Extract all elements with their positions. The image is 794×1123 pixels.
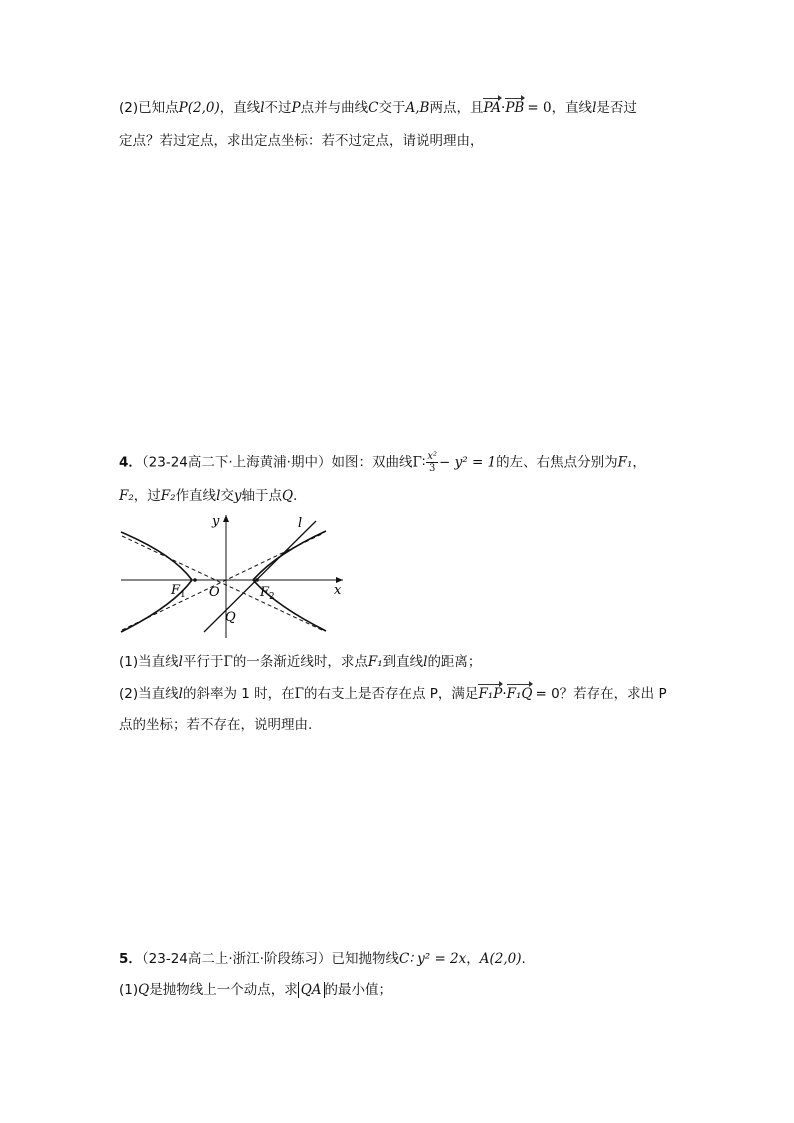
text: 是否过 xyxy=(596,100,637,116)
text: 是抛物线上一个动点，求 xyxy=(149,982,298,998)
text: 作直线 xyxy=(175,488,217,504)
line-l: l xyxy=(178,654,183,670)
point-q: Q xyxy=(282,488,294,504)
point-q: Q xyxy=(138,982,150,998)
text: (1) xyxy=(119,982,139,998)
comma: ， xyxy=(632,454,646,471)
curve-c: C xyxy=(398,951,410,967)
focus-f1-point xyxy=(193,578,197,582)
text: 不过 xyxy=(264,100,292,116)
point-p-ref: P xyxy=(291,100,301,116)
points-ab: A,B xyxy=(405,100,430,116)
comma: ， xyxy=(466,951,480,967)
text: 到直线 xyxy=(382,654,424,670)
text: 的距离； xyxy=(427,654,482,670)
text: ，过 xyxy=(133,488,161,504)
fraction-denominator: 3 xyxy=(429,463,436,474)
f1-label: $F_1$ xyxy=(171,583,186,600)
text: 已知抛物线 xyxy=(331,951,399,967)
text: ． xyxy=(293,488,307,504)
fraction-numerator: x² xyxy=(427,451,438,462)
q4-line1 xyxy=(119,451,646,474)
point-p: P(2,0) xyxy=(178,100,220,116)
question-number: 5． xyxy=(119,951,142,967)
question-number: 4． xyxy=(119,454,142,471)
period: . xyxy=(521,951,526,967)
q3-part2-line2: 定点？若过定点，求出定点坐标：若不过定点，请说明理由， xyxy=(119,133,484,149)
text: 的一条渐近线时，求点 xyxy=(232,654,368,670)
line-l xyxy=(204,521,316,632)
q4-part2-line1 xyxy=(119,684,667,704)
q4-part1 xyxy=(119,652,481,672)
line-l: l xyxy=(178,686,183,702)
dot-operator: · xyxy=(501,100,506,116)
q3-part2-line1 xyxy=(119,98,637,118)
q5-line1 xyxy=(119,949,526,969)
text: 交于 xyxy=(378,100,406,116)
vector-f1q: F₁Q xyxy=(506,686,533,702)
f2-label: $F_2$ xyxy=(260,585,275,602)
vector-pa: PA xyxy=(483,100,502,116)
equation-rest: − y² = 1 xyxy=(439,454,497,471)
text: ，直线 xyxy=(551,100,593,116)
text: 点并与曲线 xyxy=(300,100,369,116)
colon: ∶ xyxy=(421,454,426,471)
gamma-symbol: Γ xyxy=(223,654,233,670)
question-source: （23-24高二上·浙江·阶段练习） xyxy=(141,951,332,967)
y-axis-label: y xyxy=(212,514,220,529)
line-l: l xyxy=(423,654,428,670)
text: 的右支上是否存在点 P，满足 xyxy=(304,686,479,702)
text: 的斜率为 1 时，在 xyxy=(182,686,295,702)
fraction xyxy=(426,451,438,474)
text: 轴于点 xyxy=(241,488,283,504)
y-axis-ref: y xyxy=(233,488,242,504)
text: = 0？若存在，求出 P xyxy=(535,686,667,702)
line-l: l xyxy=(216,488,221,504)
text: 的左、右焦点分别为 xyxy=(496,454,618,471)
question-source: （23-24高二下·上海黄浦·期中） xyxy=(141,454,332,471)
vector-pb: PB xyxy=(505,100,525,116)
gamma-symbol: Γ xyxy=(294,686,304,702)
q-label: Q xyxy=(225,610,236,625)
focus-f1: F₁ xyxy=(367,654,383,670)
text: (1)当直线 xyxy=(119,654,179,670)
focus-f1: F₁ xyxy=(617,454,633,471)
text: 如图：双曲线 xyxy=(331,454,413,471)
asymptote-1 xyxy=(122,536,324,631)
focus-f2: F₂ xyxy=(160,488,176,504)
text: 交 xyxy=(220,488,234,504)
line-l: l xyxy=(260,100,265,116)
dot-operator: · xyxy=(502,686,507,702)
x-axis-label: x xyxy=(334,583,342,598)
focus-f2: F₂ xyxy=(119,488,134,504)
line-l: l xyxy=(592,100,597,116)
text: (2)当直线 xyxy=(119,686,179,702)
text: 平行于 xyxy=(182,654,224,670)
origin-label: O xyxy=(209,585,220,600)
equals-zero: = 0 xyxy=(527,100,552,116)
hyperbola-right-branch xyxy=(253,531,326,631)
parabola-equation: ∶ y² = 2x xyxy=(409,951,467,967)
distance-qa: QA xyxy=(298,982,325,998)
q5-part1 xyxy=(119,980,392,1000)
focus-f2-point xyxy=(255,578,259,582)
q4-part2-line2: 点的坐标；若不存在，说明理由. xyxy=(119,717,313,733)
vector-f1p: F₁P xyxy=(478,686,503,702)
gamma-symbol: Γ xyxy=(412,454,422,471)
text: ，直线 xyxy=(219,100,261,116)
hyperbola-figure xyxy=(118,512,348,640)
line-l-label: l xyxy=(298,516,303,531)
text: 两点，且 xyxy=(429,100,484,116)
hyperbola-left-branch xyxy=(121,532,192,632)
text: (2)已知点 xyxy=(119,100,179,116)
curve-c: C xyxy=(368,100,379,116)
text: 的最小值； xyxy=(324,982,393,998)
q4-line2 xyxy=(119,486,307,506)
point-a: A(2,0) xyxy=(479,951,522,967)
